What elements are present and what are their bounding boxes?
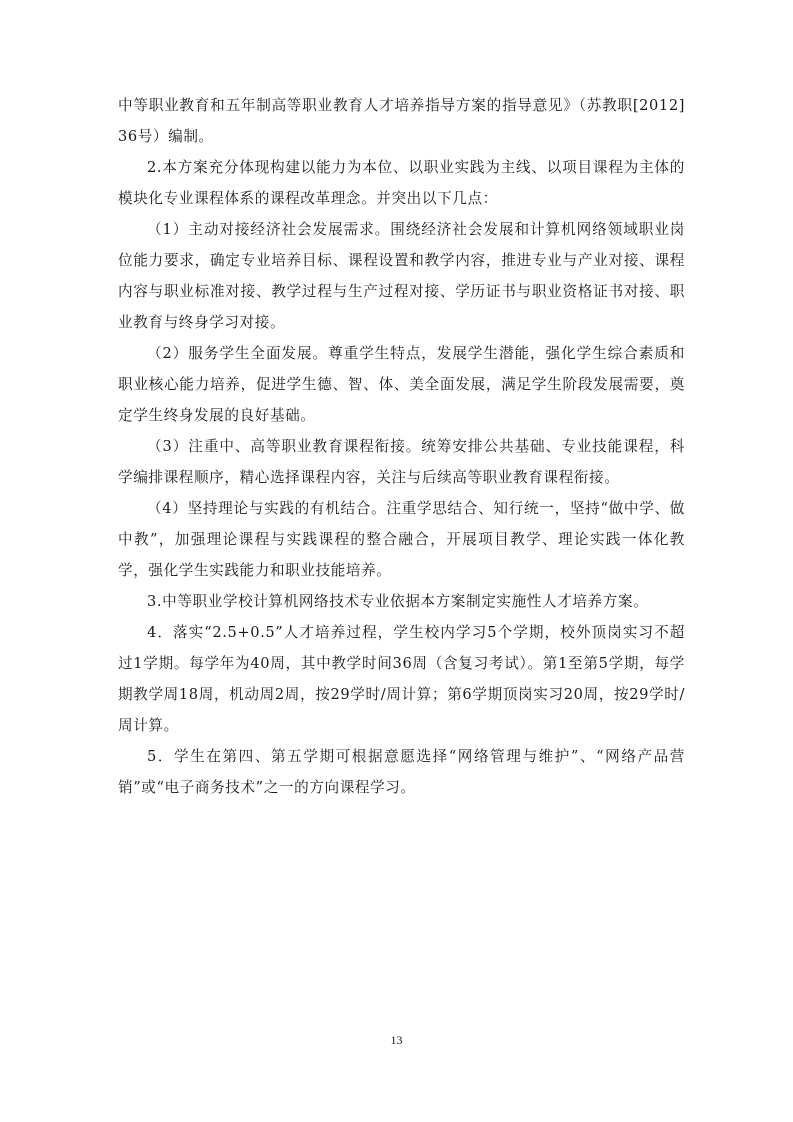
paragraph-item-5: 5．学生在第四、第五学期可根据意愿选择“网络管理与维护”、“网络产品营销”或“电子商务技术”之一的方向课程学习。 — [118, 748, 685, 796]
paragraph-item-2: 2.本方案充分体现构建以能力为本位、以职业实践为主线、以项目课程为主体的模块化专业课程体系的课程改革理念。并突出以下几点： — [118, 159, 685, 207]
page-number: 13 — [390, 1033, 403, 1047]
paragraph-continuation: 中等职业教育和五年制高等职业教育人才培养指导方案的指导意见》（苏教职[2012]36号）编制。 — [118, 97, 685, 145]
paragraph-subitem-2: （2）服务学生全面发展。尊重学生特点，发展学生潜能，强化学生综合素质和职业核心能力培养，促进学生德、智、体、美全面发展，满足学生阶段发展需要，奠定学生终身发展的良好基础。 — [118, 345, 685, 424]
paragraph-subitem-1: （1）主动对接经济社会发展需求。围绕经济社会发展和计算机网络领域职业岗位能力要求，确定专业培养目标、课程设置和教学内容，推进专业与产业对接、课程内容与职业标准对接、教学过程与生产过程对接、学历证书与职业资格证书对接、职业教育与终身学习对接。 — [118, 221, 685, 331]
paragraph-item-3: 3.中等职业学校计算机网络技术专业依据本方案制定实施性人才培养方案。 — [147, 593, 649, 610]
paragraph-item-4: 4．落实“2.5+0.5”人才培养过程，学生校内学习5个学期，校外顶岗实习不超过1学期。每学年为40周，其中教学时间36周（含复习考试）。第1至第5学期，每学期教学周18周，机动周2周，按29学时/周计算；第6学期顶岗实习20周，按29学时/周计算。 — [118, 624, 685, 734]
paragraph-subitem-3: （3）注重中、高等职业教育课程衔接。统筹安排公共基础、专业技能课程，科学编排课程顺序，精心选择课程内容，关注与后续高等职业教育课程衔接。 — [118, 438, 685, 486]
page-body — [118, 90, 685, 803]
paragraph-subitem-4: （4）坚持理论与实践的有机结合。注重学思结合、知行统一，坚持“做中学、做中教”，加强理论课程与实践课程的整合融合，开展项目教学、理论实践一体化教学，强化学生实践能力和职业技能培养。 — [118, 500, 685, 579]
